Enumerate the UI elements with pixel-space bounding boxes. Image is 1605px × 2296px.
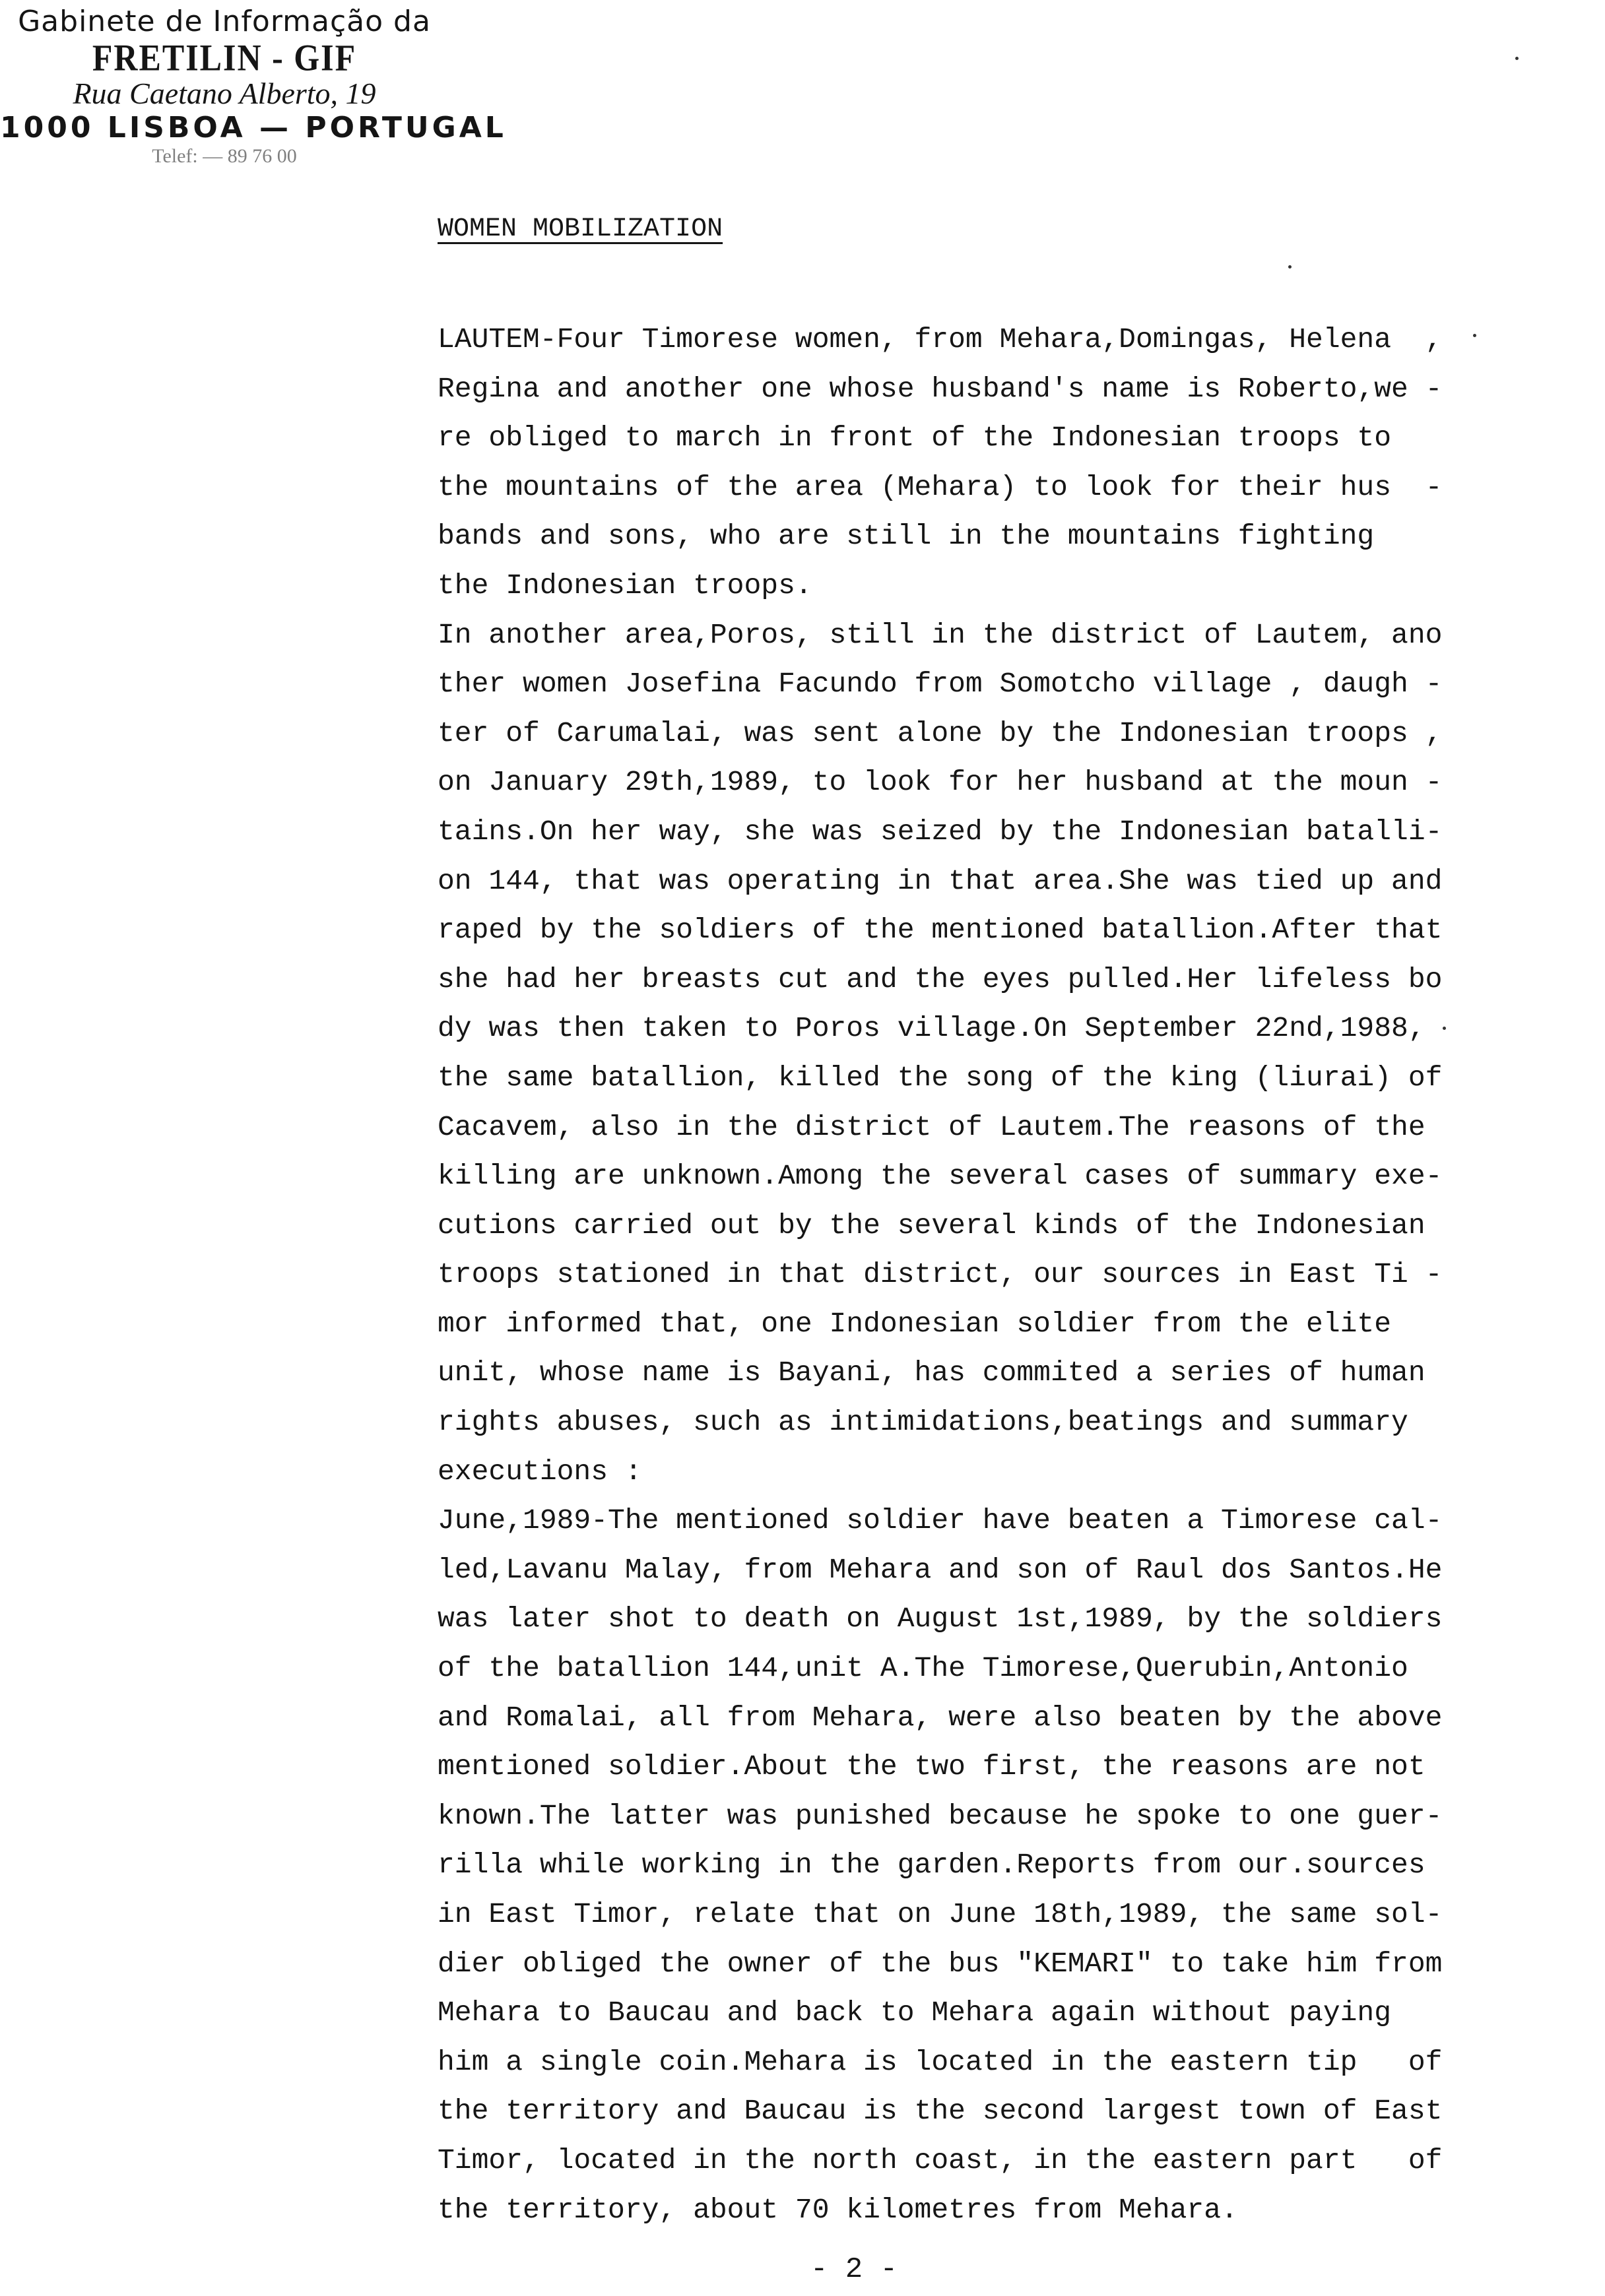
- scan-speck: [1473, 334, 1476, 337]
- body-line: Mehara to Baucau and back to Mehara again without paying: [438, 1996, 1392, 2029]
- body-line: dy was then taken to Poros village.On September 22nd,1988,: [438, 1012, 1425, 1045]
- body-line: cutions carried out by the several kinds of the Indonesian: [438, 1209, 1425, 1242]
- body-line: the mountains of the area (Mehara) to look for their hus -: [438, 470, 1443, 503]
- body-line: on January 29th,1989, to look for her husband at the moun -: [438, 766, 1443, 799]
- page-number: - 2 -: [810, 2253, 898, 2286]
- body-line: of the batallion 144,unit A.The Timorese,Querubin,Antonio: [438, 1652, 1408, 1685]
- scan-speck: [1288, 265, 1292, 269]
- scan-speck: [1515, 57, 1519, 60]
- letterhead: [0, 5, 507, 168]
- body-line: Timor, located in the north coast, in the eastern part of: [438, 2144, 1443, 2177]
- letterhead-phone: Telef: — 89 76 00: [152, 144, 297, 167]
- body-line: mor informed that, one Indonesian soldier from the elite: [438, 1307, 1392, 1340]
- document-title: WOMEN MOBILIZATION: [438, 214, 723, 244]
- body-line: known.The latter was punished because he spoke to one guer-: [438, 1799, 1443, 1832]
- letterhead-city: 1000 LISBOA — PORTUGAL: [0, 110, 507, 144]
- body-line: LAUTEM-Four Timorese women, from Mehara,Domingas, Helena ,: [438, 323, 1443, 356]
- body-line: the Indonesian troops.: [438, 569, 812, 602]
- body-line: ter of Carumalai, was sent alone by the Indonesian troops ,: [438, 717, 1443, 749]
- body-line: re obliged to march in front of the Indonesian troops to: [438, 422, 1392, 455]
- body-line: led,Lavanu Malay, from Mehara and son of Raul dos Santos.He: [438, 1553, 1443, 1586]
- body-line: and Romalai, all from Mehara, were also beaten by the above: [438, 1701, 1443, 1734]
- body-line: Regina and another one whose husband's name is Roberto,we -: [438, 372, 1443, 405]
- body-line: rights abuses, such as intimidations,beatings and summary: [438, 1406, 1408, 1439]
- body-line: executions :: [438, 1455, 642, 1488]
- body-line: the territory and Baucau is the second largest town of East: [438, 2095, 1443, 2128]
- body-line: June,1989-The mentioned soldier have beaten a Timorese cal-: [438, 1504, 1443, 1537]
- body-line: was later shot to death on August 1st,1989, by the soldiers: [438, 1603, 1443, 1636]
- body-line: unit, whose name is Bayani, has commited a series of human: [438, 1356, 1425, 1389]
- body-line: ther women Josefina Facundo from Somotcho village , daugh -: [438, 668, 1443, 701]
- body-line: him a single coin.Mehara is located in the eastern tip of: [438, 2045, 1443, 2078]
- body-line: troops stationed in that district, our sources in East Ti -: [438, 1258, 1443, 1291]
- body-line: killing are unknown.Among the several cases of summary exe-: [438, 1160, 1443, 1193]
- body-line: in East Timor, relate that on June 18th,1989, the same sol-: [438, 1898, 1443, 1930]
- body-line: raped by the soldiers of the mentioned batallion.After that: [438, 914, 1443, 947]
- body-line: Cacavem, also in the district of Lautem.The reasons of the: [438, 1110, 1425, 1143]
- letterhead-name: FRETILIN - GIF: [92, 36, 357, 79]
- body-line: rilla while working in the garden.Reports from our.sources: [438, 1849, 1425, 1882]
- body-line: she had her breasts cut and the eyes pulled.Her lifeless bo: [438, 963, 1443, 996]
- letterhead-street: Rua Caetano Alberto, 19: [73, 77, 376, 111]
- body-line: bands and sons, who are still in the mountains fighting: [438, 520, 1375, 553]
- body-line: on 144, that was operating in that area.She was tied up and: [438, 864, 1443, 897]
- body-line: tains.On her way, she was seized by the Indonesian batalli-: [438, 815, 1443, 848]
- body-line: the same batallion, killed the song of the king (liurai) of: [438, 1061, 1443, 1094]
- body-line: In another area,Poros, still in the district of Lautem, ano: [438, 618, 1443, 651]
- letterhead-organization: Gabinete de Informação da: [18, 5, 431, 38]
- document-body: [438, 315, 1443, 2235]
- body-line: mentioned soldier.About the two first, the reasons are not: [438, 1750, 1425, 1783]
- scan-speck: [1443, 1027, 1446, 1030]
- body-line: dier obliged the owner of the bus "KEMARI" to take him from: [438, 1947, 1443, 1980]
- body-line: the territory, about 70 kilometres from Mehara.: [438, 2193, 1238, 2226]
